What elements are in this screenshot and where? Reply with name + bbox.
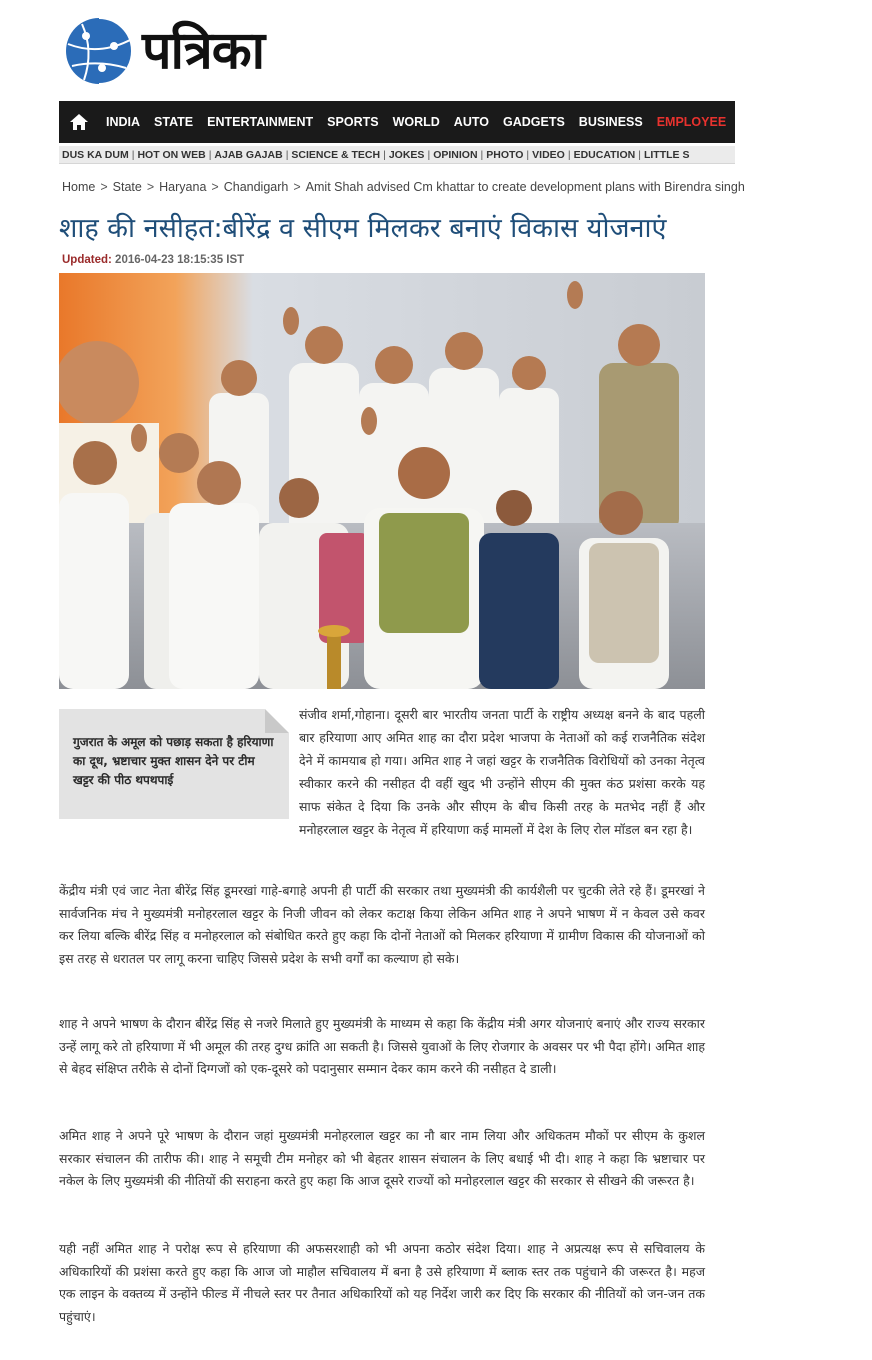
globe-logo-icon (64, 16, 134, 86)
breadcrumb-separator: > (211, 180, 219, 194)
article-photo (59, 273, 705, 689)
updated-timestamp (62, 254, 244, 266)
breadcrumb-state[interactable]: State (112, 180, 142, 194)
article-paragraph-4: अमित शाह ने अपने पूरे भाषण के दौरान जहां मुख्यमंत्री मनोहरलाल खट्टर का नौ बार नाम लिया और अधिकतम मौकों पर सीएम के कुशल सरकार संचालन की तारीफ की। शाह ने समूची टीम मनोहर को भी बेहतर शासन संचालन के लिए बधाई भी दी। शाह ने कहा कि भ्रष्टाचार पर नकेल के लिए मुख्यमंत्री की नीतियों की सराहना करते हुए कहा कि आज दूसरे राज्यों को मनोहरलाल खट्टर की सरकार से सीखने की जरूरत है। (59, 1128, 705, 1188)
subnav-item-dus-ka-dum[interactable]: DUS KA DUM (62, 148, 129, 161)
article-paragraph-5: यही नहीं अमित शाह ने परोक्ष रूप से हरियाणा की अफसरशाही को भी अपना कठोर संदेश दिया। शाह ने अप्रत्यक्ष रूप से सचिवालय के अधिकारियों की प्रशंसा करते हुए कहा कि आज जो माहौल सचिवालय में बना है उसे हरियाणा में ब्लाक स्तर तक पहुंचाने की जरूरत है। महज एक लाइन के वक्तव्य में उन्होंने फील्ड में नीचले स्तर पर तैनात अधिकारियों को यह निर्देश जारी कर दिए कि सरकार की नीतियों को जन-जन तक पहुंचाएं। (59, 1241, 705, 1324)
nav-item-entertainment[interactable]: ENTERTAINMENT (207, 115, 314, 129)
pull-quote-spacer (59, 703, 299, 823)
breadcrumb-separator: > (293, 180, 301, 194)
breadcrumb-haryana[interactable]: Haryana (159, 180, 207, 194)
subnav-separator: | (427, 148, 431, 161)
nav-item-sports[interactable]: SPORTS (327, 115, 379, 129)
subnav-separator: | (567, 148, 571, 161)
pull-quote-text: गुजरात के अमूल को पछाड़ सकता है हरियाणा का दूध, भ्रष्टाचार मुक्त शासन देने पर टीम खट्टर की पीठ थपथपाई (73, 735, 274, 787)
breadcrumb-chandigarh[interactable]: Chandigarh (223, 180, 289, 194)
sub-nav (59, 146, 735, 164)
logo-text: पत्रिका (142, 20, 265, 81)
nav-item-business[interactable]: BUSINESS (578, 115, 643, 129)
subnav-separator: | (208, 148, 212, 161)
subnav-item-video[interactable]: VIDEO (532, 148, 565, 161)
subnav-item-education[interactable]: EDUCATION (573, 148, 636, 161)
home-icon[interactable] (59, 101, 99, 143)
nav-item-auto[interactable]: AUTO (453, 115, 489, 129)
nav-item-india[interactable]: INDIA (106, 115, 141, 129)
nav-item-world[interactable]: WORLD (392, 115, 440, 129)
event-photo-image (59, 273, 705, 689)
breadcrumb-separator: > (100, 180, 108, 194)
subnav-separator: | (638, 148, 641, 161)
breadcrumb-current: Amit Shah advised Cm khattar to create development plans with Birendra singh (305, 180, 745, 194)
main-nav (59, 101, 735, 143)
subnav-separator: | (526, 148, 530, 161)
subnav-separator: | (131, 148, 135, 161)
breadcrumb-separator: > (146, 180, 155, 194)
article-paragraph-2: केंद्रीय मंत्री एवं जाट नेता बीरेंद्र सिंह डूमरखां गाहे-बगाहे अपनी ही पार्टी की सरकार तथा मुख्यमंत्री की कार्यशैली पर चुटकी लेते रहे हैं। डूमरखां ने सार्वजनिक मंच ने मुख्यमंत्री मनोहरलाल खट्टर के निजी जीवन को लेकर कटाक्ष किया लेकिन अमित शाह ने अपने भाषण में न केवल उसे कवर कर लिया बल्कि बीरेंद्र सिंह व मनोहरलाल को संबोधित करते हुए कहा कि दोनों नेताओं को मिलकर हरियाणा में ग्रामीण विकास की योजनाओं को इस तरह से धरातल पर लागू करना चाहिए जिससे प्रदेश के सभी वर्गों का कल्याण हो सके। (59, 883, 705, 966)
subnav-item-photo[interactable]: PHOTO (486, 148, 524, 161)
updated-label: Updated: (62, 254, 112, 266)
subnav-separator: | (480, 148, 484, 161)
article-paragraph-3: शाह ने अपने भाषण के दौरान बीरेंद्र सिंह से नजरे मिलाते हुए मुख्यमंत्री के माध्यम से कहा कि केंद्रीय मंत्री अगर योजनाएं बनाएं और राज्य सरकार उन्हें लागू करे तो हरियाणा में भी अमूल की तरह दुग्ध क्रांति आ सकती है। जिससे युवाओं के लिए रोजगार के अवसर पर भी पैदा होंगे। अमित शाह से बेहद संक्षिप्त तरीके से दोनों दिग्गजों को एक-दूसरे को पदानुसार सम्मान देकर काम करने की नसीहत दे डाली। (59, 1016, 705, 1076)
subnav-separator: | (285, 148, 289, 161)
subnav-item-science-tech[interactable]: SCIENCE & TECH (291, 148, 381, 161)
subnav-item-jokes[interactable]: JOKES (388, 148, 425, 161)
nav-item-employee[interactable]: EMPLOYEE (656, 115, 727, 129)
updated-value: 2016-04-23 18:15:35 IST (115, 254, 245, 266)
breadcrumb-home[interactable]: Home (62, 180, 96, 194)
subnav-item-little-s[interactable]: LITTLE S (643, 148, 690, 161)
article-paragraph-1 (59, 703, 705, 841)
subnav-item-hot-on-web[interactable]: HOT ON WEB (137, 148, 206, 161)
breadcrumb (62, 180, 862, 194)
nav-item-gadgets[interactable]: GADGETS (502, 115, 565, 129)
site-logo[interactable] (64, 14, 314, 88)
subnav-item-opinion[interactable]: OPINION (433, 148, 478, 161)
subnav-separator: | (383, 148, 386, 161)
paragraph-1-text: संजीव शर्मा,गोहाना। दूसरी बार भारतीय जनता पार्टी के राष्ट्रीय अध्यक्ष बनने के बाद पहली बार हरियाणा आए अमित शाह का दौरा प्रदेश भाजपा के नेताओं को कई राजनैतिक संदेश देने में कामयाब हो गया। अमित शाह ने जहां खट्टर के राजनैतिक विरोधियों को उनका नेतृत्व स्वीकार करने की नसीहत दी वहीं खुद भी उन्होंने सीएम की मुक्त कंठ प्रशंसा करके यह साफ संकेत दे दिया कि उनके और सीएम के बीच किसी तरह के मतभेद नहीं हैं और मनोहरलाल खट्टर के नेतृत्व में हरियाणा कई मामलों में देश के लिए रोल मॉडल बन रहा है। (299, 707, 705, 837)
subnav-item-ajab-gajab[interactable]: AJAB GAJAB (214, 148, 283, 161)
article-headline: शाह की नसीहत:बीरेंद्र व सीएम मिलकर बनाएं विकास योजनाएं (59, 213, 667, 244)
nav-item-state[interactable]: STATE (154, 115, 194, 129)
